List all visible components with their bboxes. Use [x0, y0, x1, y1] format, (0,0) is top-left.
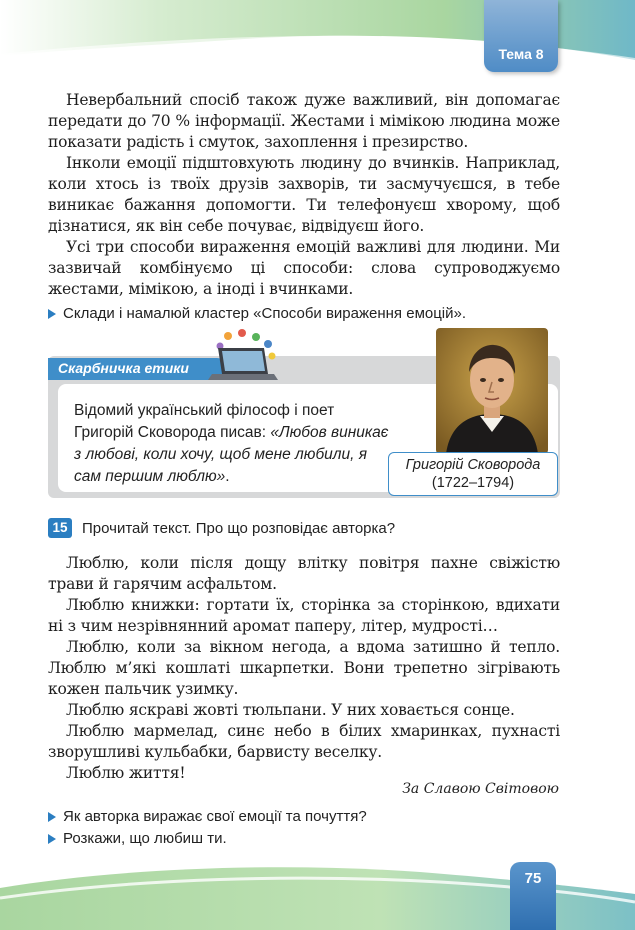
- portrait-caption: [388, 452, 558, 496]
- ethics-banner-label: Скарбничка етики: [58, 360, 189, 376]
- story-line-1: Люблю, коли після дощу влітку повітря пахне свіжістю трави й гарячим асфальтом.: [48, 554, 560, 593]
- story-line-3: Люблю, коли за вікном негода, а вдома затишно й тепло. Люблю м’які кошлаті шкарпетки. Вони трепетно зігрівають кожен пальчик узимку.: [48, 638, 560, 698]
- intro-paragraph-1: Невербальний спосіб також дуже важливий, він допомагає передати до 70 % інформації. Жестами і мімікою людина може показати радість і смуток, захоплення і презирство.: [48, 91, 560, 151]
- task-15-text: Прочитай текст. Про що розповідає авторка?: [82, 519, 396, 537]
- bullet-triangle-icon: [48, 834, 56, 844]
- ethics-text-plain: Відомий український філософ і поет Григорій Сковорода писав:: [74, 402, 335, 441]
- question-2-text: Розкажи, що любиш ти.: [63, 830, 227, 847]
- ethics-text-quote: «Любов виникає з любові, коли хочу, щоб мене любили, я сам першим люблю»: [74, 424, 389, 485]
- story-line-2: Люблю книжки: гортати їх, сторінка за сторінкою, вдихати ні з чим незрівнянний аромат паперу, літер, мудрості…: [48, 596, 560, 635]
- page-number: 75: [524, 870, 542, 887]
- page-number-tab: [510, 862, 556, 930]
- caption-years: (1722–1794): [431, 475, 515, 491]
- intro-paragraph-2: Інколи емоції підштовхують людину до вчинків. Наприклад, коли хтось із твоїх друзів захворів, ти засмучуєшся, в тебе виникає бажання допомогти. Ти телефонуєш хворому, щоб дізнатися, як він себе почуває, відвідуєш його.: [48, 154, 560, 235]
- intro-paragraph-3: Усі три способи вираження емоцій важливі для людини. Ми зазвичай комбінуємо ці способи: слова супроводжуємо жестами, мімікою, а іноді і вчинками.: [48, 238, 560, 298]
- skovoroda-portrait-image: [436, 328, 548, 454]
- bullet-triangle-icon: [48, 309, 56, 319]
- bullet-triangle-icon: [48, 812, 56, 822]
- task-cluster: [48, 305, 568, 322]
- story-author: За Славою Світовою: [402, 781, 559, 797]
- task-number-badge: 15: [48, 518, 72, 538]
- ethics-banner: [48, 358, 228, 380]
- story-line-5: Люблю мармелад, синє небо в білих хмаринках, пухнасті зворушливі кульбабки, барвисту веселку.: [48, 722, 560, 761]
- question-1: [48, 808, 568, 825]
- task-15: [48, 518, 568, 538]
- task-cluster-text: Склади і намалюй кластер «Способи вираження емоцій».: [63, 305, 467, 322]
- theme-tab: [484, 0, 558, 72]
- theme-label: Тема 8: [498, 46, 544, 62]
- question-1-text: Як авторка виражає свої емоції та почуття?: [63, 808, 367, 825]
- story-text: [48, 553, 560, 784]
- story-line-4: Люблю яскраві жовті тюльпани. У них ховається сонце.: [66, 701, 515, 719]
- question-2: [48, 830, 568, 847]
- ethics-quote-text: [74, 400, 394, 488]
- caption-name: Григорій Сковорода: [405, 457, 541, 473]
- ethics-text-end: .: [225, 468, 230, 485]
- intro-text: [48, 90, 560, 300]
- laptop-icon: [208, 328, 280, 386]
- story-line-6: Люблю життя!: [66, 764, 186, 782]
